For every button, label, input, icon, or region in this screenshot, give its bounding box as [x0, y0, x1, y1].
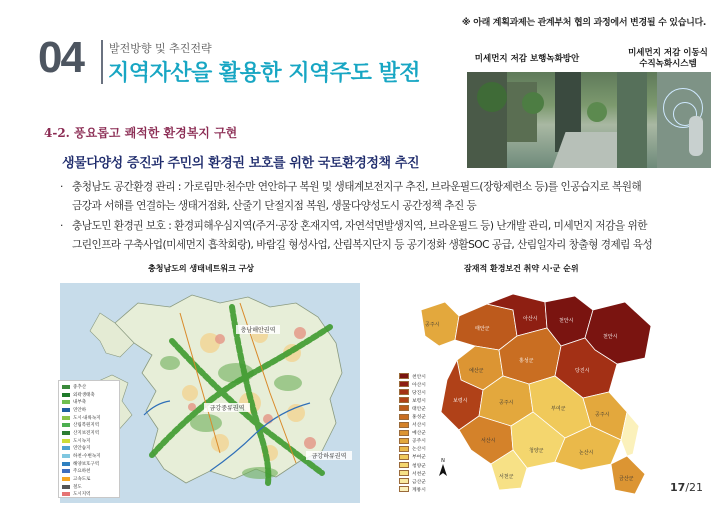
bullet-item: [58, 178, 708, 216]
map-left-legend: [58, 380, 120, 498]
region-label: 공주시: [595, 412, 610, 418]
region-label: 아산시: [523, 316, 538, 322]
region-label: 공주시: [499, 400, 514, 406]
map-right-legend: [399, 372, 433, 493]
bullet-line: 금강과 서해를 연결하는 생태거점화, 산줄기 단절지점 복원, 생물다양성도시 공간정책 추진 등: [72, 200, 477, 212]
bullet-list: [58, 178, 708, 256]
chapter-subtitle: 발전방향 및 추진전략: [109, 42, 212, 55]
bullet-dot: ·: [60, 181, 63, 193]
legend-item: 해양보호구역: [62, 460, 116, 468]
region-label: 금산군: [619, 476, 634, 482]
map-label: 충남해안권역: [240, 327, 276, 334]
legend-item: 당진시: [399, 388, 433, 396]
legend-item: 철도: [62, 483, 116, 491]
bullet-line: 충청남도 공간환경 관리 : 가로림만·천수만 연안하구 복원 및 생태계보전지구 추진, 브라운필드(장항제련소 등)를 인공습지로 복원해: [72, 181, 642, 193]
map-left-title: 충청남도의 생태네트워크 구상: [148, 264, 255, 273]
north-arrow-icon: [439, 458, 447, 476]
photo-caption-right-line2: 수직녹화시스템: [639, 59, 697, 69]
bullet-line: 충남도민 환경권 보호 : 환경피해우심지역(주거·공장 혼재지역, 자연석면발생지역, 브라운필드 등) 난개발 관리, 미세먼지 저감을 위한: [72, 220, 647, 232]
region-label: 논산시: [579, 450, 594, 456]
photo-caption-left: 미세먼지 저감 보행녹화방안: [474, 54, 580, 64]
region-label: 청양군: [529, 448, 544, 454]
bullet-item: [58, 217, 708, 255]
legend-item: 연안하: [62, 406, 116, 414]
bullet-line: 그린인프라 구축사업(미세먼지 흡착회랑), 바람길 형성사업, 산림복지단지 등 공기정화 생활SOC 공급, 산림일자리 창출형 경제림 육성: [72, 239, 653, 251]
vulnerability-rank-map: [395, 280, 695, 500]
region-label: 태안군: [475, 326, 490, 332]
page-total: 21: [689, 481, 704, 494]
notice-text: ※ 아래 계획과제는 관계부처 협의 과정에서 변경될 수 있습니다.: [461, 18, 706, 28]
region-label: 예산군: [469, 368, 484, 374]
section-heading: 4-2. 풍요롭고 쾌적한 환경복지 구현: [44, 126, 238, 140]
map-right-title: 잠재적 환경보건 취약 시·군 순위: [464, 264, 579, 273]
region-label: 공주시: [425, 322, 440, 328]
region-label: 서산시: [481, 438, 496, 444]
bullet-dot: ·: [60, 220, 63, 232]
street-greening-photo: [467, 72, 711, 168]
legend-item: 금산군: [399, 477, 433, 485]
legend-item: 하천·수변녹지: [62, 452, 116, 460]
region-label: 홍성군: [519, 358, 534, 364]
svg-text:N: N: [441, 458, 445, 464]
legend-item: 내부축: [62, 398, 116, 406]
legend-item: 산림복원지역: [62, 421, 116, 429]
legend-item: 연안습지: [62, 445, 116, 453]
legend-item: 도시·내륙녹지: [62, 414, 116, 422]
legend-item: 부여군: [399, 453, 433, 461]
legend-item: 서산시: [399, 421, 433, 429]
legend-item: 청양군: [399, 461, 433, 469]
legend-item: 아산시: [399, 380, 433, 388]
legend-item: 예산군: [399, 429, 433, 437]
region-label: 당진시: [575, 368, 590, 374]
legend-item: 보령시: [399, 396, 433, 404]
page-current: 17: [670, 481, 686, 494]
chapter-title: 지역자산을 활용한 지역주도 발전: [108, 61, 421, 86]
legend-item: 외곽생태축: [62, 391, 116, 399]
photo-caption-right: [623, 48, 713, 70]
legend-item: 계룡시: [399, 485, 433, 493]
photo-caption-right-line1: 미세먼지 저감 이동식: [628, 48, 708, 58]
legend-item: 도시지역: [62, 491, 116, 499]
region-label: 부여군: [551, 406, 566, 412]
legend-item: 산지보전지역: [62, 429, 116, 437]
chapter-number: 04: [38, 33, 83, 82]
region-label: 보령시: [453, 398, 468, 404]
legend-item: 도시녹지: [62, 437, 116, 445]
legend-item: 태안군: [399, 404, 433, 412]
legend-item: 천안시: [399, 372, 433, 380]
legend-item: 주요하천: [62, 468, 116, 476]
legend-item: 논산시: [399, 445, 433, 453]
legend-item: 홍성군: [399, 412, 433, 420]
page-number: [670, 481, 703, 494]
map-label: 금강중류권역: [209, 405, 245, 412]
legend-item: 서천군: [399, 469, 433, 477]
legend-item: 고속도로: [62, 475, 116, 483]
chapter-divider: [101, 40, 103, 84]
legend-item: 중추산: [62, 383, 116, 391]
vulnerability-rank-map-svg: [395, 280, 695, 500]
photo-panel: [463, 46, 713, 168]
region-label: 서천군: [499, 474, 514, 480]
sub-heading: 생물다양성 증진과 주민의 환경권 보호를 위한 국토환경정책 추진: [62, 156, 420, 171]
region-label: 천안시: [603, 334, 618, 340]
map-label: 금강하류권역: [311, 453, 347, 460]
legend-item: 공주시: [399, 437, 433, 445]
region-label: 천안시: [559, 318, 574, 324]
page-separator: /: [685, 481, 690, 494]
